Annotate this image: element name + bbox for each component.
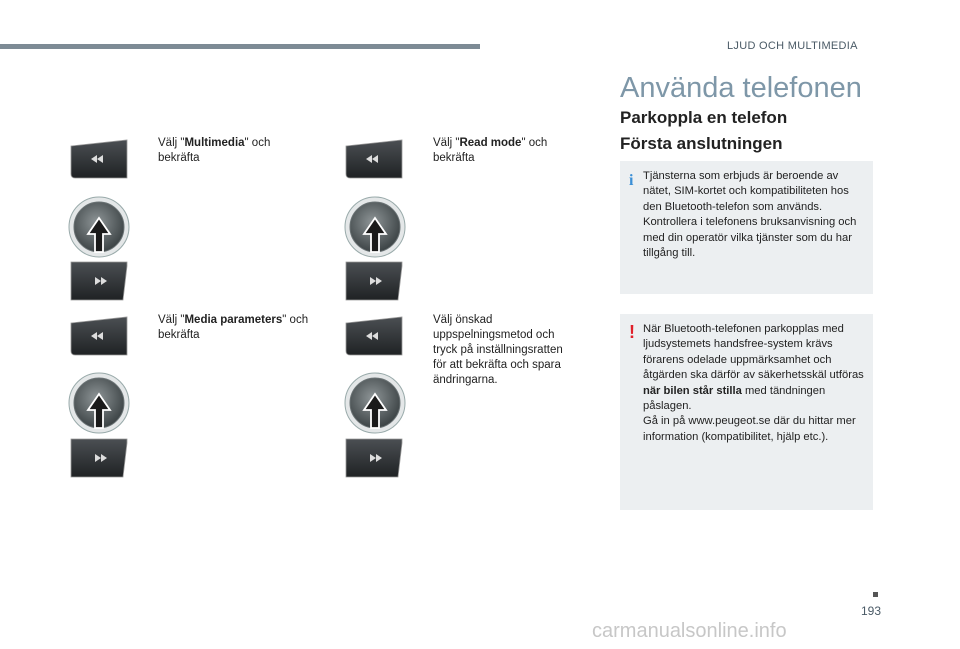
end-marker	[873, 592, 878, 597]
subsection-heading: Första anslutningen	[620, 134, 783, 153]
step-2-text: Välj "Read mode" och bekräfta	[433, 137, 548, 164]
watermark: carmanualsonline.info	[592, 620, 787, 642]
dial-knob-icon	[344, 196, 406, 258]
info-icon: i	[629, 172, 634, 189]
dial-knob-icon	[344, 372, 406, 434]
rewind-icon	[344, 138, 404, 180]
fast-forward-icon	[69, 260, 129, 302]
info-box	[620, 161, 873, 294]
dial-knob-icon	[68, 196, 130, 258]
page-title: Använda telefonen	[620, 72, 862, 104]
section-heading: Parkoppla en telefon	[620, 108, 788, 127]
dial-knob-icon	[68, 372, 130, 434]
step-4-text: Välj önskad uppspelningsmetod och tryck på inställningsratten för att bekräfta och spara ändringarna.	[433, 314, 563, 386]
info-text: Tjänsterna som erbjuds är beroende av nätet, SIM-kortet och kompatibiliteten hos den Bluetooth-telefon som används. Kontrollera i telefonens bruksanvisning och med din operatör vilka tjänster som du har tillgång till.	[643, 170, 857, 260]
fast-forward-icon	[344, 437, 404, 479]
warning-text: När Bluetooth-telefonen parkopplas med ljudsystemets handsfree-system krävs förarens odelade uppmärksamhet och åtgärden ska därför av säkerhetsskäl utföras när bilen står stilla med tändningen påslagen. Gå in på www.peugeot.se där du hittar mer information (kompatibilitet, hjälp etc.).	[643, 323, 864, 443]
top-divider-bar	[0, 44, 480, 49]
section-title: LJUD OCH MULTIMEDIA	[727, 40, 858, 52]
rewind-icon	[69, 315, 129, 357]
step-1-text: Välj "Multimedia" och bekräfta	[158, 137, 271, 164]
page-number: 193	[861, 604, 882, 618]
fast-forward-icon	[69, 437, 129, 479]
rewind-icon	[69, 138, 129, 180]
step-3-text: Välj "Media parameters" och bekräfta	[158, 314, 309, 341]
warning-icon: !	[629, 322, 635, 342]
rewind-icon	[344, 315, 404, 357]
fast-forward-icon	[344, 260, 404, 302]
warning-box	[620, 314, 873, 510]
